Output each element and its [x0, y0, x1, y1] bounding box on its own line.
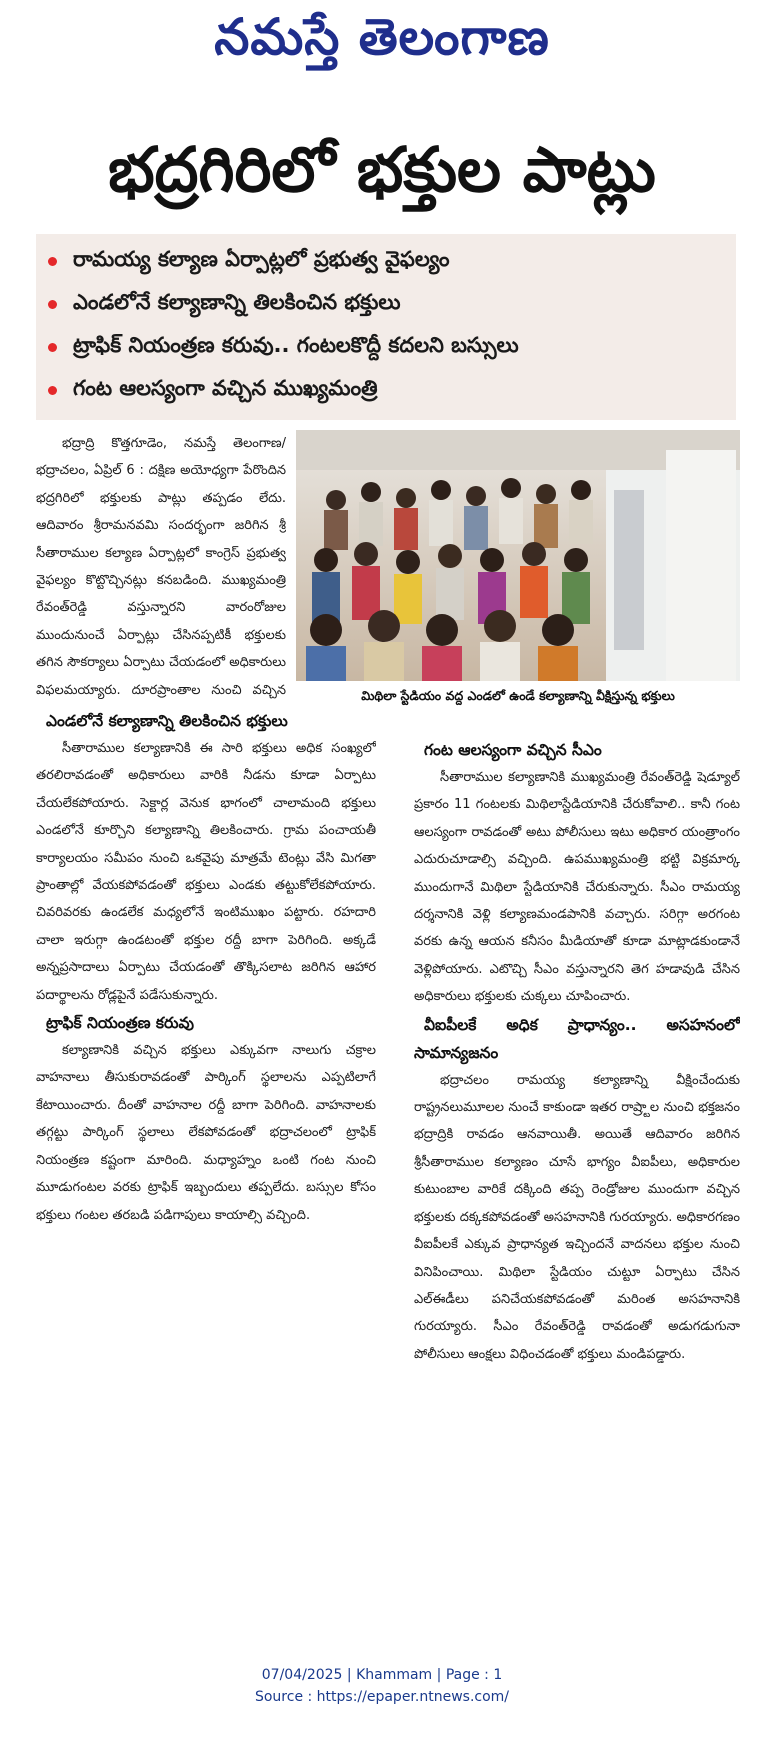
headline: భద్రగిరిలో భక్తుల పాట్లు — [108, 133, 656, 206]
article-column-left — [36, 430, 376, 707]
article-column-right — [414, 736, 740, 1662]
article-lead: భద్రాద్రి కొత్తగూడెం, నమస్తే తెలంగాణ/ భద్రాచలం, ఏప్రిల్ 6 : దక్షిణ అయోధ్యగా పేరొందిన భద్రగిరిలో భక్తులకు పాట్లు తప్పడం లేదు. ఆదివారం శ్రీరామనవమి సందర్భంగా జరిగిన శ్రీ సీతారాముల కల్యాణ ఏర్పాట్లలో కాంగ్రెస్ ప్రభుత్వ వైఫల్యం కొట్టొచ్చినట్లు కనబడింది. ముఖ్యమంత్రి రేవంత్‌రెడ్డి వస్తున్నారని వారంరోజుల ముందునుంచే ఏర్పాట్లు చేసినప్పటికీ భక్తులకు తగిన సౌకర్యాలు ఏర్పాటు చేయడంలో అధికారులు విఫలమయ్యారు. దూరప్రాంతాల నుంచి వచ్చిన — [36, 436, 286, 698]
highlight-item — [48, 240, 724, 283]
article-paragraph-2: కల్యాణానికి వచ్చిన భక్తులు ఎక్కువగా నాలుగు చక్రాల వాహనాలు తీసుకురావడంతో పార్కింగ్ స్థలాలను ఎప్పటిలాగే కేటాయించారు. దీంతో వాహనాల రద్దీ బాగా పెరిగింది. వాహనాలకు తగ్గట్టు పార్కింగ్ స్థలాలు లేకపోవడంతో భద్రాచలంలో ట్రాఫిక్ నియంత్రణ కష్టంగా మారింది. మధ్యాహ్నం ఒంటి గంట నుంచి మూడుగంటల వరకు ట్రాఫిక్ ఇబ్బందులు తప్పలేదు. బస్సుల కోసం భక్తులు గంటల తరబడి పడిగాపులు కాయాల్సి వచ్చింది. — [36, 1043, 376, 1223]
highlight-text: రామయ్య కల్యాణ ఏర్పాట్లలో ప్రభుత్వ వైఫల్యం — [73, 246, 450, 271]
article-paragraph-1: సీతారాముల కల్యాణానికి ఈ సారి భక్తులు అధిక సంఖ్యలో తరలిరావడంతో అధికారులు వారికి నీడను కూడా ఏర్పాటు చేయలేకపోయారు. సెక్టార్ల వెనుక భాగంలో చాలామంది భక్తులు ఎండలోనే కూర్చొని కల్యాణాన్ని తిలకించారు. గ్రామ పంచాయతీ కార్యాలయం సమీపం నుంచి ఒకవైపు మాత్రమే టెంట్లు వేసి మిగతా ప్రాంతాల్లో వేయకపోవడంతో భక్తులు ఎండకు తట్టుకోలేకపోయారు. చివరివరకు ఉండలేక మధ్యలోనే ఇంటిముఖం పట్టారు. రహదారి చాలా ఇరుగ్గా ఉండటంతో భక్తుల రద్దీ బాగా పెరిగింది. అక్కడే అన్నప్రసాదాలు ఏర్పాటు చేయడంతో తొక్కిసలాట జరిగిన ఆహార పదార్థాలను రోడ్లపైనే పడేసుకున్నారు. — [36, 741, 376, 1003]
bullet-icon — [48, 386, 57, 395]
masthead-logo: నమస్తే తెలంగాణ — [214, 7, 550, 66]
article-paragraph-3: సీతారాముల కల్యాణానికి ముఖ్యమంత్రి రేవంత్‌రెడ్డి షెడ్యూల్ ప్రకారం 11 గంటలకు మిథిలాస్టేడియానికి చేరుకోవాలి.. కానీ గంట ఆలస్యంగా రావడంతో అటు పోలీసులు ఇటు అధికార యంత్రాంగం ఎదురుచూడాల్సి వచ్చింది. ఉపముఖ్యమంత్రి భట్టి విక్రమార్క ముందుగానే మిథిలా స్టేడియానికి చేరుకున్నారు. సీఎం రామయ్య దర్శనానికి వెళ్లి కల్యాణమండపానికి వచ్చారు. సరిగ్గా అరగంట వరకు ఉన్న ఆయన కనీసం మీడియాతో కూడా మాట్లాడకుండానే వెళ్లిపోయారు. ఎటొచ్చి సీఎం వస్తున్నారని తెగ హడావుడి చేసిన అధికారులు భక్తులకు చుక్కలు చూపించారు. — [414, 770, 740, 1005]
subheading-3: గంట ఆలస్యంగా వచ్చిన సీఎం — [424, 741, 602, 759]
highlight-text: గంట ఆలస్యంగా వచ్చిన ముఖ్యమంత్రి — [73, 375, 378, 400]
highlight-item — [48, 369, 724, 412]
subheading-4: వీఐపీలకే అధిక ప్రాధాన్యం.. అసహనంలో సామాన్యజనం — [414, 1015, 740, 1062]
subheading-2: ట్రాఫిక్ నియంత్రణ కరువు — [46, 1014, 195, 1033]
article-paragraph-4: భద్రాచలం రామయ్య కల్యాణాన్ని వీక్షించేందుకు రాష్ట్రనలుమూలల నుంచే కాకుండా ఇతర రాష్ర్టాల నుంచి భక్తజనం భద్రాద్రికి రావడం ఆనవాయితీ. అయితే ఆదివారం జరిగిన శ్రీసీతారాముల కల్యాణం చూసే భాగ్యం వీఐపీలు, అధికారుల కుటుంబాల వారికే దక్కింది తప్ప రెండ్రోజుల ముందుగా వచ్చిన భక్తులకు దక్కకపోవడంతో అసహనానికి గురయ్యారు. అధికారగణం వీఐపీలకే ఎక్కువ ప్రాధాన్యత ఇచ్చిందనే వాదనలు భక్తుల నుంచి వినిపించాయి. మిథిలా స్టేడియం చుట్టూ ఏర్పాటు చేసిన ఎల్‌ఈడీలు పనిచేయకపోవడంతో మరింత అసహనానికి గురయ్యారు. సీఎం రేవంత్‌రెడ్డి రావడంతో అడుగడుగునా పోలీసులు ఆంక్షలు విధించడంతో భక్తులు మండిపడ్డారు. — [414, 1072, 740, 1362]
bullet-icon — [48, 300, 57, 309]
article-column-left-body — [36, 707, 376, 1662]
article-lead-top — [36, 430, 286, 707]
bullet-icon — [48, 257, 57, 266]
photo-caption: మిథిలా స్టేడియం వద్ద ఎండలో ఉండే కల్యాణాన్ని వీక్షిస్తున్న భక్తులు — [361, 688, 675, 703]
subheading-1: ఎండలోనే కల్యాణాన్ని తిలకించిన భక్తులు — [46, 712, 288, 730]
footer-source: Source : https://epaper.ntnews.com/ — [254, 1689, 510, 1705]
highlight-item — [48, 283, 724, 326]
highlight-text: ఎండలోనే కల్యాణాన్ని తిలకించిన భక్తులు — [73, 289, 401, 314]
page-footer — [0, 1664, 764, 1708]
highlight-item — [48, 326, 724, 369]
highlights-box — [36, 234, 736, 420]
highlight-text: ట్రాఫిక్ నియంత్రణ కరువు.. గంటలకొద్దీ కదలని బస్సులు — [73, 332, 519, 357]
bullet-icon — [48, 343, 57, 352]
footer-edition-info: 07/04/2025 | Khammam | Page : 1 — [261, 1667, 503, 1683]
